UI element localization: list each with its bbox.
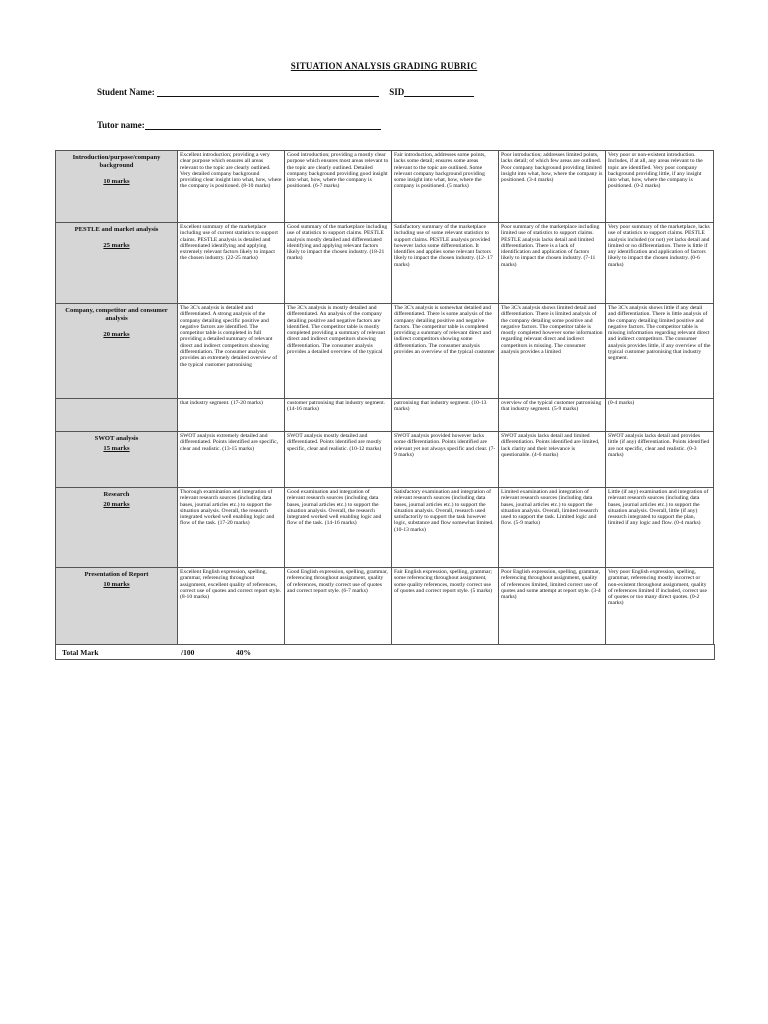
tutor-name-field (97, 120, 381, 130)
table-row (56, 223, 714, 304)
rubric-cell: (0-4 marks) (606, 399, 714, 432)
rubric-cell: Very poor summary of the marketplace, lacks use of statistics to support claims. PESTLE analysis included (or not) yet lacks detail and limited or no differentiation. There is little if any identification and application of factors likely to impact the chosen industry. (0-6 marks) (606, 223, 714, 304)
student-name-label: Student Name: (97, 87, 155, 97)
total-mark-label: Total Mark (62, 648, 99, 657)
total-out-of: /100 (181, 648, 195, 657)
rubric-cell: Good introduction; providing a mostly clear purpose which ensures most areas relevant to the topic are clearly outlined. Detailed company background providing good insight into what, how, where the company is positioned. (6-7 marks) (285, 151, 392, 223)
criterion-cell (56, 223, 178, 304)
rubric-cell: Fair English expression, spelling, grammar; some referencing throughout assignment, some quality references, mostly correct use of quotes and correct report style. (5 marks) (392, 568, 499, 645)
criterion-marks: 20 marks (103, 501, 130, 508)
table-row (56, 304, 714, 399)
criterion-cell (56, 568, 178, 645)
tutor-name-label: Tutor name: (97, 120, 145, 130)
rubric-cell: customer patronising that industry segment. (14-16 marks) (285, 399, 392, 432)
rubric-cell: Limited examination and integration of relevant research sources (including data bases, journal articles etc.) to support the situation analysis. Overall, limited research used to support the task. Limited logic and flow. (5-9 marks) (499, 488, 606, 568)
rubric-cell: patronising that industry segment. (10-13 marks) (392, 399, 499, 432)
rubric-cell: Little (if any) examination and integration of relevant research sources (including data bases, journal articles etc.) to support the situation analysis. Overall, little (if any) research integrated to support the plan, limited if any logic and flow. (0-4 marks) (606, 488, 714, 568)
rubric-cell: SWOT analysis extremely detailed and differentiated. Points identified are specific, clear and realistic. (13-15 marks) (178, 432, 285, 488)
sid-label: SID (389, 87, 405, 97)
rubric-cell: Satisfactory summary of the marketplace including use of some relevant statistics to support claims. PESTLE analysis provided however lacks some differentiation. It identifies and applies some relevant factors likely to impact the chosen industry. (12- 17 marks) (392, 223, 499, 304)
criterion-marks: 25 marks (103, 242, 130, 249)
rubric-cell: Good examination and integration of relevant research sources (including data bases, journal articles etc.) to support the situation analysis. Overall, the research integrated worked well enabling logic and flow of the task. (14-16 marks) (285, 488, 392, 568)
criterion-name: Company, competitor and consumer analysis (65, 307, 168, 322)
rubric-cell: overview of the typical customer patronising that industry segment. (5-9 marks) (499, 399, 606, 432)
student-name-field (97, 87, 474, 97)
rubric-cell: Excellent summary of the marketplace including use of current statistics to support claims. PESTLE analysis is detailed and differentiated identifying and applying extremely relevant factors likely to impact the chosen industry. (22-25 marks) (178, 223, 285, 304)
page-title: SITUATION ANALYSIS GRADING RUBRIC (290, 61, 478, 71)
rubric-cell: Satisfactory examination and integration of relevant research sources (including data bases, journal articles etc.) to support the situation analysis. Overall, research used satisfactorily to support the task however logic, substance and flow somewhat limited. (10-13 marks) (392, 488, 499, 568)
rubric-cell: Good summary of the marketplace including use of statistics to support claims. PESTLE analysis mostly detailed and differentiated identifying and applying relevant factors likely to impact the chosen industry. (18-21 marks) (285, 223, 392, 304)
table-row (56, 151, 714, 223)
criterion-name: Introduction/purpose/company background (72, 154, 161, 169)
rubric-cell: Poor summary of the marketplace including limited use of statistics to support claims. PESTLE analysis lacks detail and limited differentiation. There is a lack of identification and application of factors likely to impact the chosen industry. (7-11 marks) (499, 223, 606, 304)
rubric-cell: The 3C's analysis is mostly detailed and differentiated. An analysis of the company detailing positive and negative factors are identified. The competitor table is mostly completed providing a summary of relevant direct and indirect competitors showing differentiation. The consumer analysis provides a detailed overview of the typical (285, 304, 392, 399)
criterion-cell (56, 151, 178, 223)
rubric-table (55, 150, 714, 645)
sid-line (404, 88, 474, 97)
criterion-name: Research (103, 491, 130, 498)
rubric-cell: SWOT analysis mostly detailed and differentiated. Points identified are mostly specific, clear and realistic. (10-12 marks) (285, 432, 392, 488)
criterion-name: SWOT analysis (94, 435, 139, 442)
criterion-marks: 10 marks (103, 178, 130, 185)
rubric-cell: SWOT analysis provided however lacks some differentiation. Points identified are relevant yet not always specific and clear. (7-9 marks) (392, 432, 499, 488)
rubric-cell: Good English expression, spelling, grammar, referencing throughout assignment, quality of references, mostly correct use of quotes and correct report style. (6-7 marks) (285, 568, 392, 645)
rubric-cell: The 3C's analysis shows little if any detail and differentiation. There is little analysis of the company detailing limited positive and negative factors. The competitor table is missing information regarding relevant direct and indirect competitors. The consumer analysis provides little, if any overview of the typical customer patronising that industry segment. (606, 304, 714, 399)
tutor-name-line (145, 121, 381, 130)
rubric-cell: Excellent English expression, spelling, grammar, referencing throughout assignment, excellent quality of references, correct use of quotes and correct report style. (8-10 marks) (178, 568, 285, 645)
total-weight: 40% (236, 648, 251, 657)
criterion-cell (56, 432, 178, 488)
criterion-marks: 10 marks (103, 581, 130, 588)
rubric-cell: Poor introduction; addresses limited points, lacks detail; of which few areas are outlined. Poor company background providing limited insight into what, how, where the company is positioned. (3-4 marks) (499, 151, 606, 223)
rubric-cell: Very poor English expression, spelling, grammar, referencing mostly incorrect or non-existent throughout assignment, quality of references limited if included, correct use of quotes or too many direct quotes. (0-2 marks) (606, 568, 714, 645)
rubric-cell: that industry segment. (17-20 marks) (178, 399, 285, 432)
criterion-cell (56, 304, 178, 399)
table-row (56, 488, 714, 568)
rubric-cell: SWOT analysis lacks detail and limited differentiation. Points identified are limited, lack clarity and their relevance is questionable. (4-6 marks) (499, 432, 606, 488)
rubric-cell: SWOT analysis lacks detail and provides little (if any) differentiation. Points identified are not specific, clear and realistic. (0-3 marks) (606, 432, 714, 488)
criterion-marks: 20 marks (103, 331, 130, 338)
rubric-cell: The 3C's analysis is detailed and differentiated. A strong analysis of the company detailing specific positive and negative factors are identified. The competitor table is completed in full providing a detailed summary of relevant direct and indirect competitors showing differentiation. The consumer analysis provides an extremely detailed overview of the typical customer patronising (178, 304, 285, 399)
rubric-cell: Very poor or non-existent introduction. Includes, if at all, any areas relevant to the topic are identified. Very poor company background providing little, if any insight into what, how, where the company is positioned. (0-2 marks) (606, 151, 714, 223)
criterion-name: PESTLE and market analysis (74, 226, 159, 233)
criterion-cell (56, 399, 178, 432)
rubric-cell: Fair introduction, addresses some points, lacks some detail; ensures some areas relevant to the topic are outlined. Some relevant company background providing some insight into what, how, where the company is positioned. (5 marks) (392, 151, 499, 223)
table-row (56, 399, 714, 432)
criterion-name: Presentation of Report (84, 571, 149, 578)
rubric-cell: The 3C's analysis shows limited detail and differentiation. There is limited analysis of the company detailing some positive and negative factors. The competitor table is mostly completed however some information regarding relevant direct and indirect competitors is missing. The consumer analysis provides a limited (499, 304, 606, 399)
student-name-line (157, 88, 379, 97)
rubric-cell: Excellent introduction; providing a very clear purpose which ensures all areas relevant to the topic are clearly outlined. Very detailed company background providing clear insight into what, how, where the company is positioned. (8-10 marks) (178, 151, 285, 223)
total-mark-row (55, 644, 715, 660)
table-row (56, 432, 714, 488)
rubric-cell: Thorough examination and integration of relevant research sources (including data bases, journal articles etc.) to support the situation analysis. Overall, the research integrated worked well enabling logic and flow of the task. (17-20 marks) (178, 488, 285, 568)
criterion-cell (56, 488, 178, 568)
table-row (56, 568, 714, 645)
rubric-cell: Poor English expression, spelling, grammar, referencing throughout assignment, quality of references limited, limited correct use of quotes and some attempt at report style. (3-4 marks) (499, 568, 606, 645)
criterion-marks: 15 marks (103, 445, 130, 452)
rubric-cell: The 3C's analysis is somewhat detailed and differentiated. There is some analysis of the company detailing positive and negative factors. The competitor table is completed providing a summary of relevant direct and indirect competitors showing some differentiation. The consumer analysis provides an overview of the typical customer (392, 304, 499, 399)
